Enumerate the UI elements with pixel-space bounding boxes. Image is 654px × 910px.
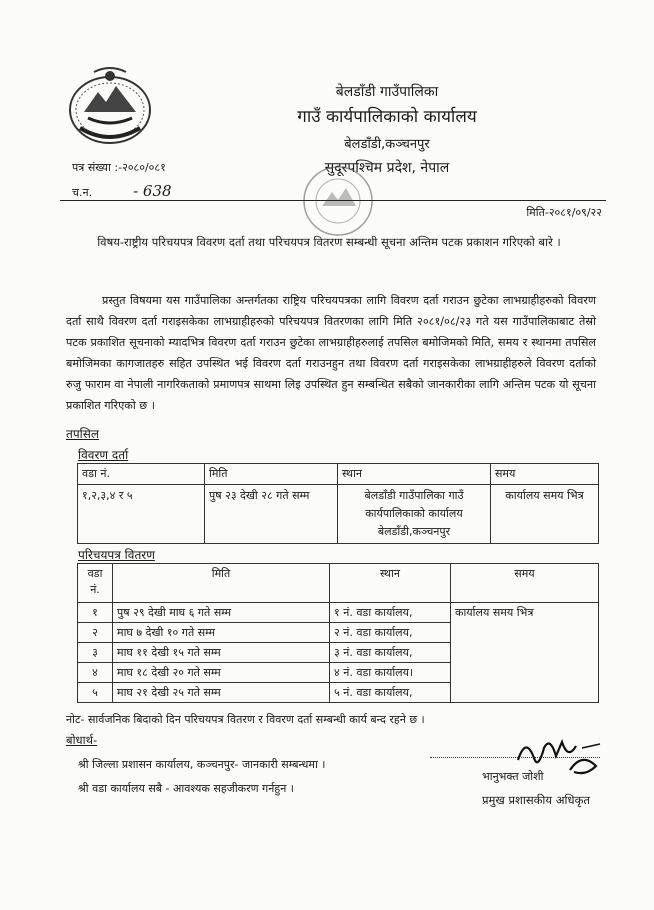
ward-cell: १,२,३,४ र ५: [78, 485, 205, 544]
office-address: बेलडाँडी,कञ्चनपुर: [344, 137, 430, 152]
place-cell: बेलडाँडी गाउँपालिका गाउँ कार्यपालिकाको कार्यालय बेलडाँडी,कञ्चनपुर: [338, 485, 491, 544]
holiday-note: नोट- सार्वजनिक बिदाको दिन परिचयपत्र वितरण र विवरण दर्ता सम्बन्धी कार्य बन्द रहने छ ।: [66, 713, 425, 726]
date-cell: पुष २९ देखी माघ ६ गते सम्म: [113, 603, 330, 623]
letter-number-label: पत्र संख्या :-: [72, 161, 123, 174]
office-name: गाउँ कार्यपालिकाको कार्यालय: [297, 107, 477, 127]
ward-cell: ३: [78, 643, 113, 663]
ward-cell: २: [78, 623, 113, 643]
cc-item: श्री जिल्ला प्रशासन कार्यालय, कञ्चनपुर- जानकारी सम्बन्धमा ।: [78, 758, 326, 771]
col-ward: वडा नं.: [78, 464, 205, 485]
registration-table: [77, 463, 599, 544]
ward-cell: ४: [78, 663, 113, 683]
date-cell: माघ २१ देखी २५ गते सम्म: [113, 683, 330, 703]
col-place: स्थान: [330, 564, 451, 603]
col-ward: वडा नं.: [78, 564, 113, 603]
place-cell: १ नं. वडा कार्यालय,: [330, 603, 451, 623]
col-date: मिति: [205, 464, 338, 485]
table-row: [78, 485, 599, 544]
ward-cell: ५: [78, 683, 113, 703]
time-cell: कार्यालय समय भित्र: [451, 603, 599, 703]
signatory-name: भानुभक्त जोशी: [482, 770, 544, 783]
header-divider: [60, 200, 606, 201]
time-cell: कार्यालय समय भित्र: [491, 485, 599, 544]
date-cell: माघ ११ देखी १५ गते सम्म: [113, 643, 330, 663]
details-heading: तपसिल: [66, 427, 100, 441]
col-place: स्थान: [338, 464, 491, 485]
cc-heading: बोधार्थ-: [66, 733, 98, 747]
place-cell: ३ नं. वडा कार्यालय,: [330, 643, 451, 663]
dispatch-number: [72, 182, 172, 200]
distribution-heading: परिचयपत्र वितरण: [78, 548, 155, 562]
cc-item: श्री वडा कार्यालय सबै - आवश्यक सहजीकरण गर्नहुन ।: [78, 782, 294, 795]
place-cell: ४ नं. वडा कार्यालय।: [330, 663, 451, 683]
office-stamp-icon: [292, 162, 384, 240]
registration-heading: विवरण दर्ता: [78, 448, 129, 462]
dispatch-number-label: च.न.: [72, 186, 93, 199]
notice-body: प्रस्तुत विषयमा यस गाउँपालिका अन्तर्गतका राष्ट्रिय परिचयपत्रका लागि विवरण दर्ता गराउन छुटेका लाभग्राहीहरुको विवरण दर्ता साथै विवरण दर्ता गराइसकेका लाभग्राहीहरुको परिचयपत्र वितरणका लागि मिति २०८१/०८/२३ गते यस गाउँपालिकाबाट तेस्रो पटक प्रकाशित सूचनाको म्यादभित्र विवरण दर्ता गराउन छुटेका लाभग्राहीहरुलाई तपसिल बमोजिमको मिति, समय र स्थानमा तपसिल बमोजिमका कागजातहरु सहित उपस्थित भई विवरण दर्ता गराउनहुन तथा विवरण दर्ता गराइसकेका लाभग्राहीहरुले विवरण दर्ताको रुजु फाराम वा नेपाली नागरिकताको प्रमाणपत्र साथमा लिइ उपस्थित हुन सम्बन्धित सबैको जानकारीका लागि अन्तिम पटक यो सूचना प्रकाशित गरिएको छ ।: [66, 294, 596, 412]
distribution-table: [77, 563, 599, 703]
table-header-row: [78, 564, 599, 603]
date-cell: माघ ७ देखी १० गते सम्म: [113, 623, 330, 643]
subject-line: विषय-राष्ट्रीय परिचयपत्र विवरण दर्ता तथा परिचयपत्र वितरण सम्बन्धी सूचना अन्तिम पटक प्रकाशन गरिएको बारे ।: [97, 235, 561, 249]
date-cell: पुष २३ देखी २८ गते सम्म: [205, 485, 338, 544]
letter-date: मिति-२०८१/०९/२२: [526, 206, 602, 219]
table-row: [78, 603, 599, 623]
col-time: समय: [491, 464, 599, 485]
signatory-title: प्रमुख प्रशासकीय अधिकृत: [482, 793, 590, 807]
ward-cell: १: [78, 603, 113, 623]
table-header-row: [78, 464, 599, 485]
place-cell: २ नं. वडा कार्यालय,: [330, 623, 451, 643]
municipality-name: बेलडाँडी गाउँपालिका: [335, 84, 439, 100]
date-cell: माघ १८ देखी २० गते सम्म: [113, 663, 330, 683]
letter-number-value: २०८०/०८१: [122, 161, 166, 174]
place-cell: ५ नं. वडा कार्यालय,: [330, 683, 451, 703]
col-date: मिति: [113, 564, 330, 603]
letter-number: [72, 160, 166, 175]
col-time: समय: [451, 564, 599, 603]
province-name: सुदूरपश्चिम प्रदेश, नेपाल: [324, 160, 450, 176]
dispatch-number-value: - 638: [133, 182, 172, 200]
